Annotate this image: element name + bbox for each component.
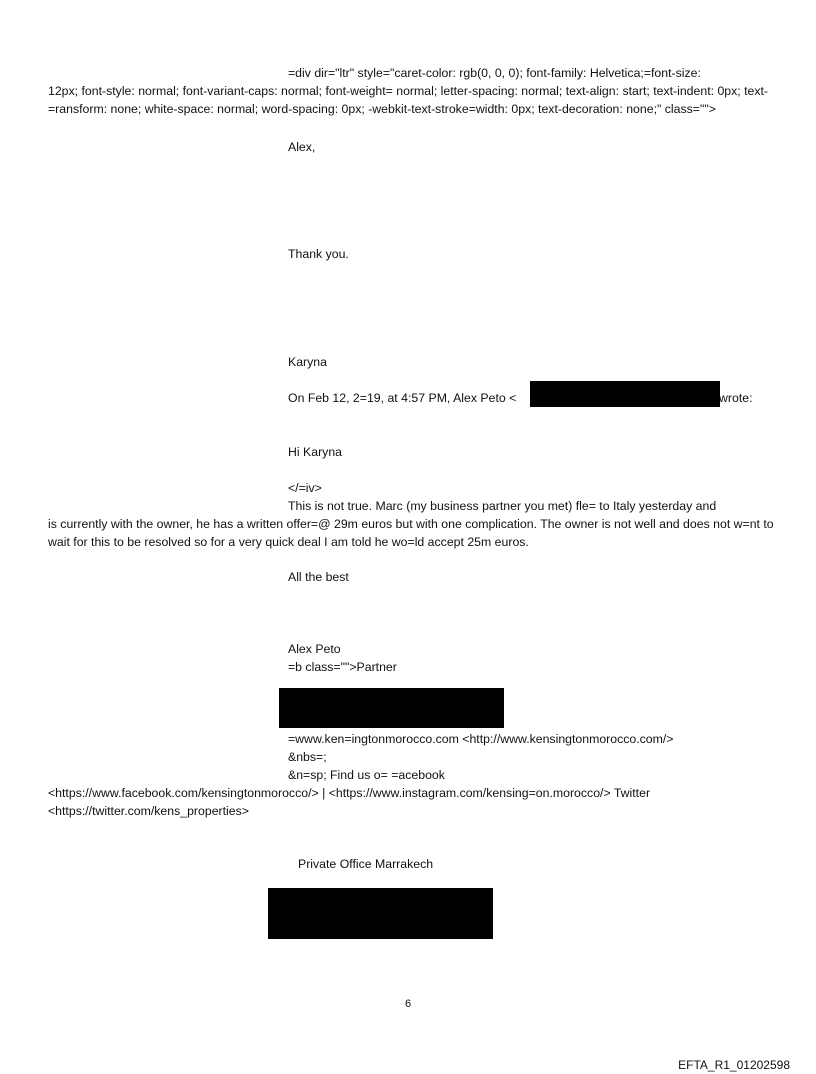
quote-header-before: On Feb 12, 2=19, at 4:57 PM, Alex Peto < — [288, 391, 517, 405]
html-fragment-rest: 12px; font-style: normal; font-variant-caps: normal; font-weight= normal; letter-spacing: normal; text-align: start; text-indent: 0px; text-=ransform: none; white-space: normal; word-spacing: 0px; -webkit-text-stroke=width: 0px; text-decoration: none;" class=""> — [48, 84, 769, 116]
thanks-line: Thank you. — [288, 247, 349, 261]
find-us-line: &n=sp; Find us o= =acebook — [288, 768, 445, 782]
quoted-greeting: Hi Karyna — [288, 445, 342, 459]
signoff-name: Karyna — [288, 355, 327, 369]
greeting: Alex, — [288, 140, 316, 154]
nbsp-line: &nbs=; — [288, 750, 327, 764]
body-first-line: This is not true. Marc (my business partner you met) fle= to Italy yesterday and — [288, 499, 717, 513]
quote-header-after: wrote: — [719, 391, 753, 405]
page-number: 6 — [404, 998, 412, 1010]
div-close-tag: </=iv> — [288, 481, 322, 495]
redaction-contact-block — [279, 688, 504, 728]
website-line: =www.ken=ingtonmorocco.com <http://www.kensingtonmorocco.com/> — [288, 732, 674, 746]
social-links: <https://www.facebook.com/kensingtonmorocco/> | <https://www.instagram.com/kensing=on.morocco/> Twitter <https://twitter.com/kens_properties> — [48, 786, 651, 818]
sender-name: Alex Peto — [288, 642, 341, 656]
bates-number: EFTA_R1_01202598 — [678, 1058, 790, 1072]
redaction-office-address — [268, 888, 493, 939]
office-label: Private Office Marrakech — [298, 857, 434, 871]
body-rest: is currently with the owner, he has a written offer=@ 29m euros but with one complication. The owner is not well and does not w=nt to wait for this to be resolved so for a very quick deal I am told he wo=ld accept 25m euros. — [48, 517, 774, 549]
sender-title: =b class="">Partner — [288, 660, 397, 674]
html-fragment-first-line: =div dir="ltr" style="caret-color: rgb(0, 0, 0); font-family: Helvetica;=font-size: — [288, 66, 701, 80]
closing-line: All the best — [288, 570, 349, 584]
redaction-email-address — [530, 381, 720, 407]
